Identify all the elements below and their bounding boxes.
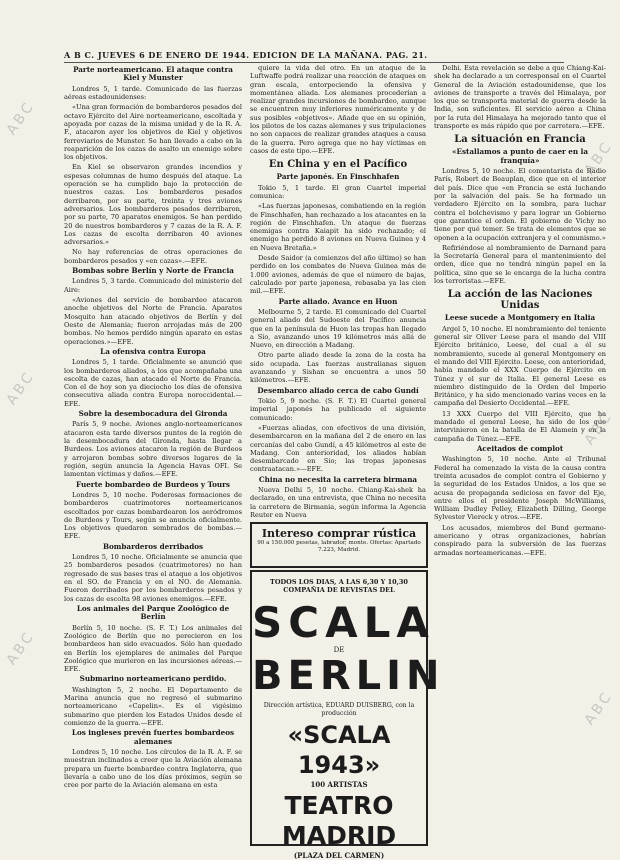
article-headline: Los animales del Parque Zoológico de Berlín — [76, 603, 230, 622]
article-headline: China no necesita la carretera birmana — [258, 474, 418, 484]
article-headline: Parte aliado. Avance en Huon — [278, 296, 398, 306]
column-2 — [250, 64, 426, 521]
ad-rustica-title: Intereso comprar rústica — [261, 527, 417, 540]
article-paragraph: París 5, 9 noche. Aviones anglo-norteamericanos atacaron esta tarde diversos puntos de la región de la desembocadura del Gironda, hasta llegar a Burdeos. Los aviones atacaron la región de Burdeos y arrojaron bombas sobre diversos lugares de la región, según anuncia la Agencia Havas OFI. Se lamentan víctimas y daños.—EFE. — [64, 420, 242, 479]
article-headline: Bombarderos derribados — [102, 541, 204, 551]
article-paragraph: Londres 5, 1 tarde. Oficialmente se anunció que los bombarderos aliados, a los que acompañaba una escolta de cazas, han atacado el Norte de Francia. Con el de hoy son ya dieciocho los días de ofensiva consecutiva aliada contra Europa noroccidental.—EFE. — [64, 358, 242, 408]
ad-scala-show: «SCALA 1943» — [287, 721, 391, 779]
article-paragraph: Delhi. Esta revelación se debe a que Chiang-Kai-shek ha declarado a un corresponsal en el Cuartel General de la Aviación estadounidense, que los aviones de transporte a través del Himalaya, por los que se transporta material de guerra desde la India, son suficientes. El servicio aéreo a China por la ruta del Himalaya ha mejorado tanto que el transporte es más rápido que por carretera.—EFE. — [434, 64, 606, 131]
article-paragraph: «Las fuerzas japonesas, combatiendo en la región de Finschhafen, han rechazado a los atacantes en la región de Finschhafen. Un ataque de fuerzas enemigas contra Kaiapit ha sido rechazado; el enemigo ha perdido 8 aviones en Nueva Guinea y 4 en Nueva Bretaña.» — [250, 202, 426, 252]
watermark: ABC — [581, 137, 617, 179]
ad-scala-direction: Dirección artística, EDUARD DUISBERG, con la producción — [263, 702, 415, 717]
ad-scala-de: DE — [333, 646, 345, 654]
ad-scala-schedule: TODOS LOS DIAS, A LAS 6,30 Y 10,30 — [270, 578, 408, 586]
ad-scala-berlin — [250, 570, 445, 860]
article-headline: Aceitados de complot — [476, 443, 564, 453]
article-paragraph: Refiriéndose al nombramiento de Darnand para la Secretaría General para el mantenimiento del orden, dice que no tendrá ningún papel en la política, sino que se le encarga de la lucha contra los terroristas.—EFE. — [434, 243, 606, 286]
article-paragraph: Londres 5, 3 tarde. Comunicado del ministerio del Aire: — [64, 277, 242, 294]
section-heading: La situación en Francia — [454, 134, 586, 146]
article-paragraph: Londres 5, 1 tarde. Comunicado de las fuerzas aéreas estadounidenses: — [64, 84, 242, 102]
article-headline: Parte japonés. En Finschhafen — [276, 172, 400, 182]
article-headline: Submarino norteamericano perdido. — [79, 674, 227, 684]
article-paragraph: «Una gran formación de bombarderos pesados del octavo Ejército del Aire norteamericano, escoltada y apoyada por cazas de la misma unidad y de la R. A. F., atacaron ayer los objetivos de Kiel y objetivos ferroviarios de Munster. Se han llevado a cabo en la reaparición de los cazas de asalto un enemigo sobre los objetivos. — [64, 103, 242, 162]
article-paragraph: Tokio 5, 9 noche. (S. F. T.) El Cuartel general imperial japonés ha publicado el siguiente comunicado: — [250, 397, 426, 422]
watermark: ABC — [581, 687, 617, 729]
article-headline: Los ingleses prevén fuertes bombardeos alemanes — [71, 728, 235, 746]
ad-scala-word: SCALA — [252, 598, 435, 647]
article-headline: La ofensiva contra Europa — [100, 346, 206, 356]
article-headline: Desembarco aliado cerca de cabo Gundí — [257, 385, 419, 395]
watermark: ABC — [581, 407, 617, 449]
watermark: ABC — [3, 627, 39, 669]
column-3 — [434, 64, 606, 559]
article-paragraph: Washington 5, 2 noche. El Departamento de Marina anuncia que no regresó el submarino norteamericano «Capelin». Es el vigésimo submarino que pierden los Estados Unidos desde el comienzo de la guerra.—EFE. — [64, 685, 242, 728]
article-paragraph: quiere la vida del otro. En un ataque de la Luftwaffe podrá realizar una reacción de ataques en gran escala, entorpeciendo la ofensiva y momentánea aliada. Los alemanes procederían a realizar grandes incursiones de bombardeo, aunque se encuentren muy inferiores numéricamente y de sus posibles «objetivos». Añade que en su opinión, los pilotos de los cazas alemanes y sus tripulaciones no son capaces de realizar grandes ataques a causa de la guerra. Pero agrega que no hay víctimas en casos de este tipo.—EFE. — [250, 64, 426, 155]
article-paragraph: Berlín 5, 10 noche. (S. F. T.) Los animales del Zoológico de Berlín que no perecieron en los bombardeos han sido evacuados. Sólo han quedado en Berlín los ejemplares de animales del Parque Zoológico que murieron en las incursiones aéreas.—EFE. — [64, 623, 242, 674]
ad-scala-theatre: TEATRO MADRID — [281, 791, 397, 850]
article-headline: Parte norteamericano. El ataque contra Kiel y Munster — [73, 65, 233, 83]
ad-scala-plaza: (PLAZA DEL CARMEN) — [293, 851, 385, 860]
article-paragraph: Londres 5, 10 noche. Oficialmente se anuncia que 25 bombarderos pesados (cuatrimotores) no han regresado de sus bases tras el ataque a los objetivos en el SO. de Francia y en el NO. de Alemania. Fueron derribados por los bombarderos pesados y los cazas de escolta 98 aviones enemigos.—EFE. — [64, 553, 242, 603]
watermark: ABC — [3, 97, 39, 139]
section-heading: En China y en el Pacífico — [268, 159, 408, 171]
article-headline: Leese sucede a Montgomery en Italia — [444, 313, 596, 323]
article-paragraph: Tokio 5, 1 tarde. El gran Cuartel imperial comunica: — [250, 183, 426, 200]
article-paragraph: «Aviones del servicio de bombardeo atacaron anoche objetivos del Norte de Francia. Aparatos Mosquito han atacado objetivos de Berlín y del Oeste de Alemania; fueron arrojadas más de 200 bombas. No hemos perdido ningún aparato en estas operaciones.»—EFE. — [64, 296, 242, 346]
article-headline: Sobre la desembocadura del Gironda — [78, 409, 228, 419]
article-paragraph: Los acusados, miembros del Bund germano-americano y otras organizaciones, habrían conspirado para la subversión de las fuerzas armadas norteamericanas.—EFE. — [434, 523, 606, 557]
article-paragraph: 13 XXX Cuerpo del VIII Ejército, que ha mandado el general Leese, ha sido de los que intervinieron en la batalla de El Alamein y en la campaña de Túnez.—EFE. — [434, 409, 606, 443]
ad-scala-berlin-word: BERLIN — [252, 653, 445, 699]
article-paragraph: No hay referencias de otras operaciones de bombarderos pesados y «en cazas».—EFE. — [64, 248, 242, 265]
article-paragraph: Argel 5, 10 noche. El nombramiento del teniente general sir Oliver Leese para el mando del VIII Ejército británico, Leese, del cual a él su nombramiento, sucede al general Montgomery en el mando del VIII Ejército. Leese, con anterioridad, había mandado el XXX Cuerpo de Ejército en Túnez y el sur de Italia. El general Leese es miembro distinguido de la Orden del Imperio Británico, y ha sido mencionado varias veces en la campaña del Desierto Occidental.—EFE. — [434, 324, 606, 408]
article-paragraph: En Kiel se observaron grandes incendios y espesas columnas de humo después del ataque. La operación se ha cumplido bajo la protección de nuestros cazas. Los bombarderos pesados derribaron, por su parte, treinta y tres aviones adversarios. Los bombarderos pesados derribaron, por su parte, 70 aparatos enemigos. Se han perdido 20 de nuestros bombarderos y 7 cazas de la R. A. F. Los cazas de escolta derribaron 40 aviones adversarios.» — [64, 163, 242, 247]
article-paragraph: Londres 5, 10 noche. El comentarista de Radio París, Robert de Beauplan, dice que en el interior del país. Dice que «en Francia se está luchando por la salvación del país. Se ha formado un verdadero Ejército en la sombra, para luchar contra el bolchevismo y para lograr un Gobierno que garantice el orden. El gobierno de Vichy no tiene por qué temer. Se trata de elementos que se oponen a la ocupación extranjera y el comunismo.» — [434, 167, 606, 242]
article-paragraph: Melbourne 5, 2 tarde. El comunicado del Cuartel general aliado del Sudoeste del Pacífico anuncia que en la península de Huon las tropas han llegado a Sio, avanzando unos 19 kilómetros más allá de Nuevo, en dirección a Madang. — [250, 307, 426, 350]
article-paragraph: Otro parte aliado desde la zona de la costa ha sido ocupada. Las fuerzas australianas siguen avanzando y Sishan se encuentra a unos 50 kilómetros.—EFE. — [250, 351, 426, 385]
article-headline: «Estallamos a punto de caer en la franquía» — [452, 147, 588, 165]
ad-rustica-text: 90 a 150.000 pesetas, labrador, monte. Ofertas: Apartado 7.223, Madrid. — [257, 540, 421, 553]
article-headline: Bombas sobre Berlín y Norte de Francia — [72, 266, 234, 276]
column-1 — [64, 64, 242, 792]
article-paragraph: Nueva Delhi 5, 10 noche. Chiang-Kai-shek ha declarado, en una entrevista, que China no necesita la carretera de Birmania, según informa la Agencia Reuter en Nueva — [250, 486, 426, 519]
watermark: ABC — [3, 367, 39, 409]
article-headline: Fuerte bombardeo de Burdeos y Tours — [76, 479, 230, 489]
article-paragraph: Londres 5, 10 noche. Poderosas formaciones de bombarderos cuatrimotores norteamericanos escoltados por cazas bombardearon los aeródromos de Burdeos y Tours, según se anuncia oficialmente. Los objetivos quedaron sembrados de bombas.—EFE. — [64, 490, 242, 541]
section-heading: La acción de las Naciones Unidas — [447, 289, 593, 312]
ad-scala-company: COMPAÑIA DE REVISTAS DEL — [283, 586, 395, 594]
article-paragraph: Washington 5, 10 noche. Ante el Tribunal Federal ha comenzado la vista de la causa contra treinta acusados de complot contra el Gobierno y la seguridad de los Estados Unidos, a los que se acusa de propaganda sediciosa en favor del Eje, entre ellos el presidente Joseph McWilliams, William Dudley Pelley, Elizabeth Dilling, George Sylvester Viereck y otros.—EFE. — [434, 455, 606, 522]
article-paragraph: Desde Saidor (a comienzos del año último) se han perdido en los combates de Nueva Guinea más de 1.000 aviones, además de que el número de bajas, calculado por parte japonesa, rebasaba ya las cien mil.—EFE. — [250, 254, 426, 296]
page-header: A B C. JUEVES 6 DE ENERO DE 1944. EDICION DE LA MAÑANA. PAG. 21. — [64, 50, 564, 63]
article-paragraph: «Fuerzas aliadas, con efectivos de una división, desembarcaron en la mañana del 2 de enero en las cercanías del cabo Gundí, a 45 kilómetros al este de Madang. Con anterioridad, los aliados habían desembarcado en Sio; las tropas japonesas contraatacan.»—EFE. — [250, 423, 426, 474]
article-paragraph: Londres 5, 10 noche. Los círculos de la R. A. F. se muestran inclinados a creer que la Aviación alemana prepara un fuerte bombardeo contra Inglaterra, que llevaría a cabo uno de los días próximos, según se cree por parte de la Aviación alemana en esta — [64, 748, 242, 790]
ad-scala-artists: 100 ARTISTAS — [310, 780, 368, 789]
ad-comprar-rustica — [250, 522, 428, 568]
